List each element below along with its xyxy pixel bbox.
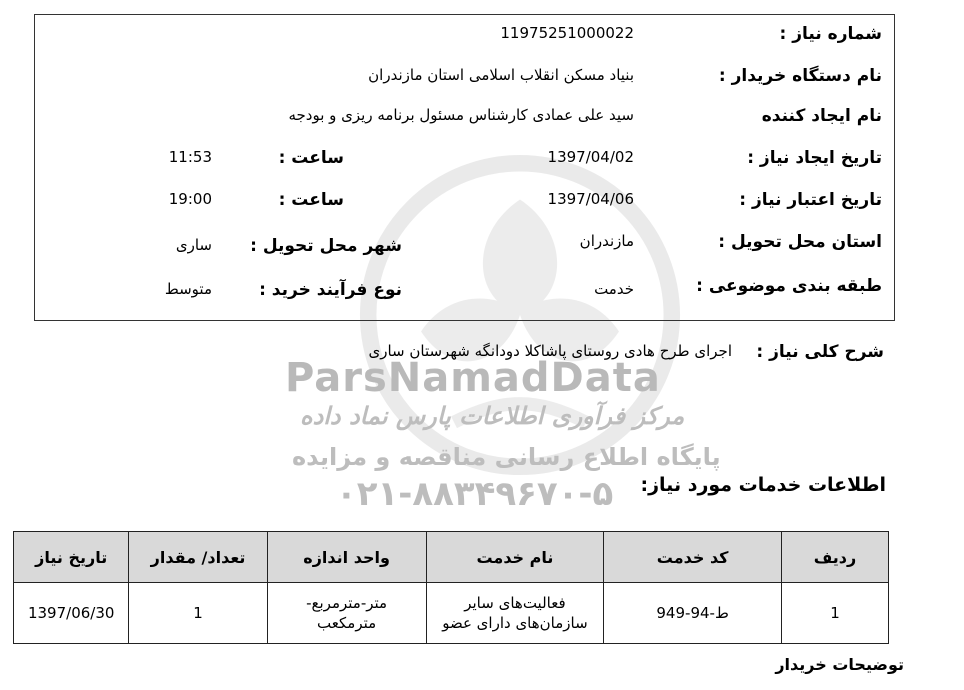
services-title: اطلاعات خدمات مورد نیاز:: [640, 474, 886, 496]
created-date-label: تاریخ ایجاد نیاز :: [747, 148, 882, 168]
validity-time-label: ساعت :: [278, 190, 344, 210]
cell-name-line2: سازمان‌های دارای عضو: [442, 614, 588, 632]
col-qty: تعداد/ مقدار: [129, 532, 267, 583]
creator-value: سید علی عمادی کارشناس مسئول برنامه ریزی و بودجه: [288, 106, 634, 124]
cell-unit-line1: متر-مترمربع-: [306, 594, 388, 612]
summary-label: شرح کلی نیاز :: [756, 342, 884, 362]
validity-date-value: 1397/04/06: [547, 190, 634, 208]
creator-label: نام ایجاد کننده: [761, 106, 882, 126]
cell-name: [426, 583, 604, 644]
services-header-row: [14, 532, 889, 583]
cell-qty: 1: [129, 583, 267, 644]
summary-text: اجرای طرح هادی روستای پاشاکلا دودانگه شهرستان ساری: [368, 342, 732, 360]
need-number-label: شماره نیاز :: [779, 24, 882, 44]
city-value: ساری: [175, 236, 212, 254]
cell-unit-line2: مترمکعب: [317, 614, 377, 632]
watermark-phone: ۰۲۱-۸۸۳۴۹۶۷۰-۵: [336, 474, 614, 514]
cell-date: 1397/06/30: [14, 583, 129, 644]
category-value: خدمت: [594, 280, 634, 298]
col-code: کد خدمت: [604, 532, 782, 583]
category-label: طبقه بندی موضوعی :: [696, 276, 882, 296]
city-label: شهر محل تحویل :: [250, 236, 402, 256]
created-time-value: 11:53: [168, 148, 212, 166]
cell-name-line1: فعالیت‌های سایر: [464, 594, 566, 612]
created-date-value: 1397/04/02: [547, 148, 634, 166]
col-name: نام خدمت: [426, 532, 604, 583]
buyer-org-label: نام دستگاه خریدار :: [718, 66, 882, 86]
province-label: استان محل تحویل :: [718, 232, 882, 252]
col-row: ردیف: [781, 532, 888, 583]
cell-row: 1: [781, 583, 888, 644]
buyer-org-value: بنیاد مسکن انقلاب اسلامی استان مازندران: [368, 66, 634, 84]
col-date: تاریخ نیاز: [14, 532, 129, 583]
process-value: متوسط: [164, 280, 212, 298]
watermark-line2: پایگاه اطلاع رسانی مناقصه و مزایده: [292, 443, 721, 471]
services-table: [13, 531, 889, 644]
province-value: مازندران: [579, 232, 634, 250]
cell-code: ط-94-949: [604, 583, 782, 644]
watermark-latin: ParsNamadData: [285, 355, 661, 401]
validity-date-label: تاریخ اعتبار نیاز :: [739, 190, 882, 210]
need-number-value: 11975251000022: [500, 24, 634, 42]
col-unit: واحد اندازه: [267, 532, 426, 583]
process-label: نوع فرآیند خرید :: [259, 280, 402, 300]
watermark-line1: مرکز فرآوری اطلاعات پارس نماد داده: [300, 402, 685, 430]
created-time-label: ساعت :: [278, 148, 344, 168]
table-row: [14, 583, 889, 644]
validity-time-value: 19:00: [168, 190, 212, 208]
buyer-notes-label: توضیحات خریدار: [775, 655, 904, 674]
cell-unit: [267, 583, 426, 644]
